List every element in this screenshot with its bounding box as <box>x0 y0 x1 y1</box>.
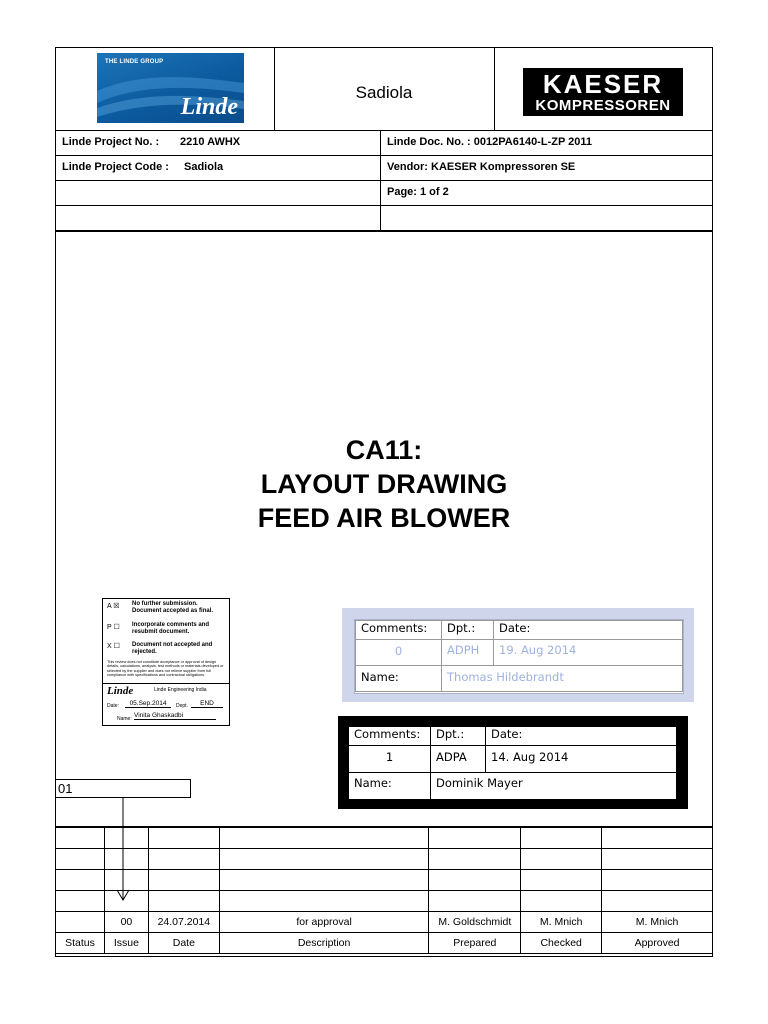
stamp-checkbox-p: ☐ <box>113 624 120 631</box>
project-code-label: Linde Project Code : <box>62 161 169 173</box>
comments-value: 0 <box>356 640 442 666</box>
vendor: Vendor: KAESER Kompressoren SE <box>387 161 576 173</box>
header-description: Description <box>219 933 429 954</box>
table-row <box>56 870 713 891</box>
linde-logo <box>97 53 244 123</box>
name-label: Name: <box>349 773 431 800</box>
header-approved: Approved <box>602 933 713 954</box>
revision-table <box>55 826 713 954</box>
table-row <box>56 891 713 912</box>
linde-wordmark: Linde <box>180 94 238 120</box>
title-line-2: LAYOUT DRAWING <box>260 469 508 499</box>
stamp-dept-value: END <box>191 700 223 708</box>
stamp-dept-label: Dept. <box>176 703 188 709</box>
stamp-disclaimer: This review does not constitute acceptance or approval of design details, calculations, analysis, test methods or materials developed or selected by the supplier and does not relieve supplier from full compliance with specifications and contractual obligations. <box>107 660 224 678</box>
row-checked: M. Mnich <box>521 912 602 933</box>
project-no-label: Linde Project No. : <box>62 136 160 148</box>
stamp-text-p: Incorporate comments and resubmit document. <box>132 622 210 635</box>
stamp-date-value: 05.Sep.2014 <box>125 700 171 708</box>
stamp-divider <box>103 683 229 684</box>
info-rule <box>55 155 713 156</box>
project-code-value: Sadiola <box>184 161 224 173</box>
row-prepared: M. Goldschmidt <box>429 912 521 933</box>
date-value: 19. Aug 2014 <box>494 640 683 666</box>
kaeser-logo-line2: KOMPRESSOREN <box>535 97 671 114</box>
comments-label: Comments: <box>356 621 442 640</box>
info-rule <box>55 205 713 206</box>
header-issue: Issue <box>104 933 148 954</box>
stamp-text-x: Document not accepted and rejected. <box>132 642 213 655</box>
row-issue: 00 <box>104 912 148 933</box>
date-value: 14. Aug 2014 <box>486 746 677 773</box>
title-line-1: CA11: <box>345 435 423 465</box>
dpt-label: Dpt.: <box>431 727 486 746</box>
linde-group-text: THE LINDE GROUP <box>105 59 164 65</box>
row-description: for approval <box>219 912 429 933</box>
name-value: Dominik Mayer <box>431 773 677 800</box>
header-prepared: Prepared <box>429 933 521 954</box>
header-row <box>56 933 713 954</box>
stamp-name-label: Name: <box>117 716 132 722</box>
header-rule <box>55 130 713 131</box>
review-stamp <box>102 598 230 726</box>
doc-no: Linde Doc. No. : 0012PA6140-L-ZP 2011 <box>387 136 593 148</box>
comments-value: 1 <box>349 746 431 773</box>
row-approved: M. Mnich <box>602 912 713 933</box>
dpt-value: ADPA <box>431 746 486 773</box>
name-label: Name: <box>356 666 442 692</box>
comments-label: Comments: <box>349 727 431 746</box>
page-indicator: Page: 1 of 2 <box>387 186 449 198</box>
comment-box-2-inner <box>348 726 677 800</box>
header-checked: Checked <box>521 933 602 954</box>
row-date: 24.07.2014 <box>148 912 219 933</box>
header-divider <box>494 47 495 130</box>
kaeser-logo-line1: KAESER <box>542 69 664 99</box>
comment-box-1 <box>342 608 694 702</box>
stamp-linde-logo: Linde <box>107 685 134 697</box>
table-row <box>56 849 713 870</box>
stamp-name-value: Vinita Ghaskadbi <box>134 712 216 720</box>
stamp-code-x: X <box>107 643 112 650</box>
revision-row <box>56 912 713 933</box>
comment-table-2 <box>348 726 677 800</box>
stamp-code-a: A <box>107 603 112 610</box>
project-no-value: 2210 AWHX <box>180 136 241 148</box>
date-label: Date: <box>486 727 677 746</box>
stamp-company: Linde Engineering India <box>154 687 207 693</box>
table-row <box>56 827 713 849</box>
revision-marker: 01 <box>55 779 191 798</box>
header-date: Date <box>148 933 219 954</box>
header-status: Status <box>56 933 105 954</box>
title-line-3: FEED AIR BLOWER <box>257 503 511 533</box>
info-divider <box>380 130 381 230</box>
name-value: Thomas Hildebrandt <box>442 666 683 692</box>
stamp-text-a: No further submission. Document accepted as final. <box>132 601 214 614</box>
date-label: Date: <box>494 621 683 640</box>
row-status <box>56 912 105 933</box>
stamp-date-label: Date: <box>107 703 119 709</box>
comment-box-1-inner <box>354 619 684 694</box>
info-rule-thick <box>55 230 713 232</box>
comment-table-1 <box>355 620 683 692</box>
stamp-checkbox-a: ☒ <box>113 603 120 610</box>
dpt-label: Dpt.: <box>442 621 494 640</box>
site-name: Sadiola <box>355 83 413 102</box>
info-rule <box>55 180 713 181</box>
stamp-code-p: P <box>107 624 112 631</box>
kaeser-logo <box>523 68 683 116</box>
stamp-checkbox-x: ☐ <box>113 643 120 650</box>
dpt-value: ADPH <box>442 640 494 666</box>
comment-box-2 <box>338 716 688 809</box>
